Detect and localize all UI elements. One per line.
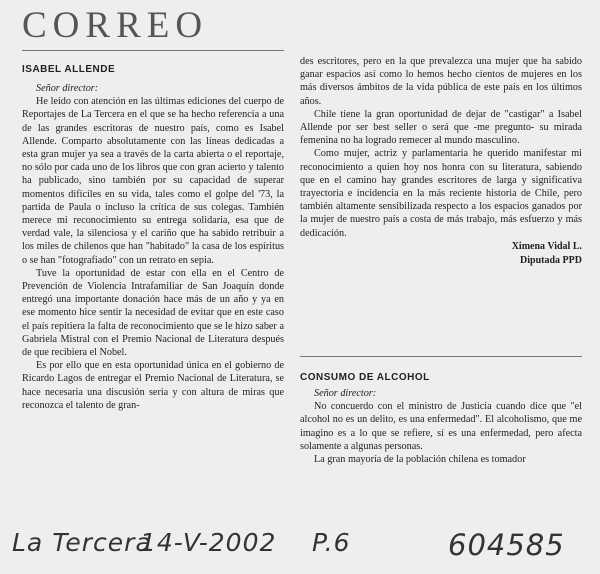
- letter2-paragraph: La gran mayoría de la población chilena es tomador: [314, 454, 526, 466]
- signature-name: Ximena Vidal L.: [511, 240, 582, 252]
- handwritten-date: 14-V-2002: [140, 528, 277, 557]
- handwritten-page: P.6: [312, 528, 351, 557]
- letter1-paragraph: He leído con atención en las últimas ediciones del cuerpo de Reportajes de La Tercera en el que se ha hecho referencia a una de las grandes escritoras de nuestro país, como es Isabel Allende. Comparto absolutamente con las líneas dedicadas a esta gran mujer ya sea a través de la carta abierta o el reportaje, no sólo por cada uno de los libros que con gran acierto y talento ha publicado, sino también por su capacidad de superar momentos difíciles en su vida, tales como el golpe del '73, la partida de Paula o incluso la crítica de sus colegas. También merece mi reconocimiento su entrega solidaria, esa que de verdad vale, la silenciosa y el cariño que ha sabido retribuir a los miles de chilenos que han "habitado" la casa de los espíritus o se han "fotografiado" con un retrato en sepia.: [22, 96, 284, 266]
- letter1-heading: ISABEL ALLENDE: [22, 64, 116, 75]
- letter2-column: [300, 387, 582, 466]
- letter2-salutation: Señor director:: [314, 388, 377, 399]
- letter1-paragraph: Chile tiene la gran oportunidad de dejar de "castigar" a Isabel Allende por ser best seller o será que -me pregunto- su mirada femenina no ha logrado remecer al mundo masculino.: [300, 108, 582, 147]
- letter1-salutation: Señor director:: [36, 83, 99, 94]
- handwritten-number: 604585: [448, 528, 565, 562]
- handwritten-source: La Tercera: [12, 528, 152, 557]
- letter1-paragraph: Es por ello que en esta oportunidad única en el gobierno de Ricardo Lagos de entregar el Premio Nacional de Literatura, se hace necesaria una discusión seria y con altura de miras que reconozca el talento de gran-: [22, 360, 284, 411]
- signature-title: Diputada PPD: [520, 254, 582, 266]
- letter1-paragraph: Tuve la oportunidad de estar con ella en el Centro de Prevención de Violencia Intrafamiliar de San Joaquín donde entregó una importante donación hace más de un año y ya en ese momento hice sentir la necesidad de evitar que en este caso el país repitiera la falta de reconocimiento que se le hizo saber a Gabriela Mistral con el Premio Nacional de Literatura después de que recibiera el Nobel.: [22, 267, 284, 359]
- section-masthead: CORREO: [22, 5, 209, 46]
- letter1-column-left: [22, 82, 284, 412]
- letter1-column-right: [300, 55, 582, 268]
- letter2-heading: CONSUMO DE ALCOHOL: [300, 372, 430, 383]
- letter1-paragraph: des escritores, pero en la que prevalezca una mujer que ha sabido ganar espacios así como lo hemos hecho cientos de mujeres en los más diversos ámbitos de la vida pública de este país en los últimos años.: [300, 56, 582, 107]
- letter2-paragraph: No concuerdo con el ministro de Justicia cuando dice que "el alcohol no es un delito, es una enfermedad". El alcoholismo, que me imagino es a lo que se refiere, sí es una enfermedad, pero afecta solamente a algunas personas.: [300, 401, 582, 452]
- masthead-rule-left: [22, 50, 284, 51]
- letter1-paragraph: Como mujer, actriz y parlamentaria he querido manifestar mi reconocimiento a quien hoy nos honra con su literatura, sabiendo que en el camino hay grandes escritores de larga y significativa trayectoria e incidencia en la más reciente historia de Chile, pero también altamente sensibilizada respecto a los espacios ganados por la mujer de nuestro país a costa de más trabajo, más esfuerzo y más dedicación.: [300, 148, 582, 239]
- letter-divider: [300, 356, 582, 357]
